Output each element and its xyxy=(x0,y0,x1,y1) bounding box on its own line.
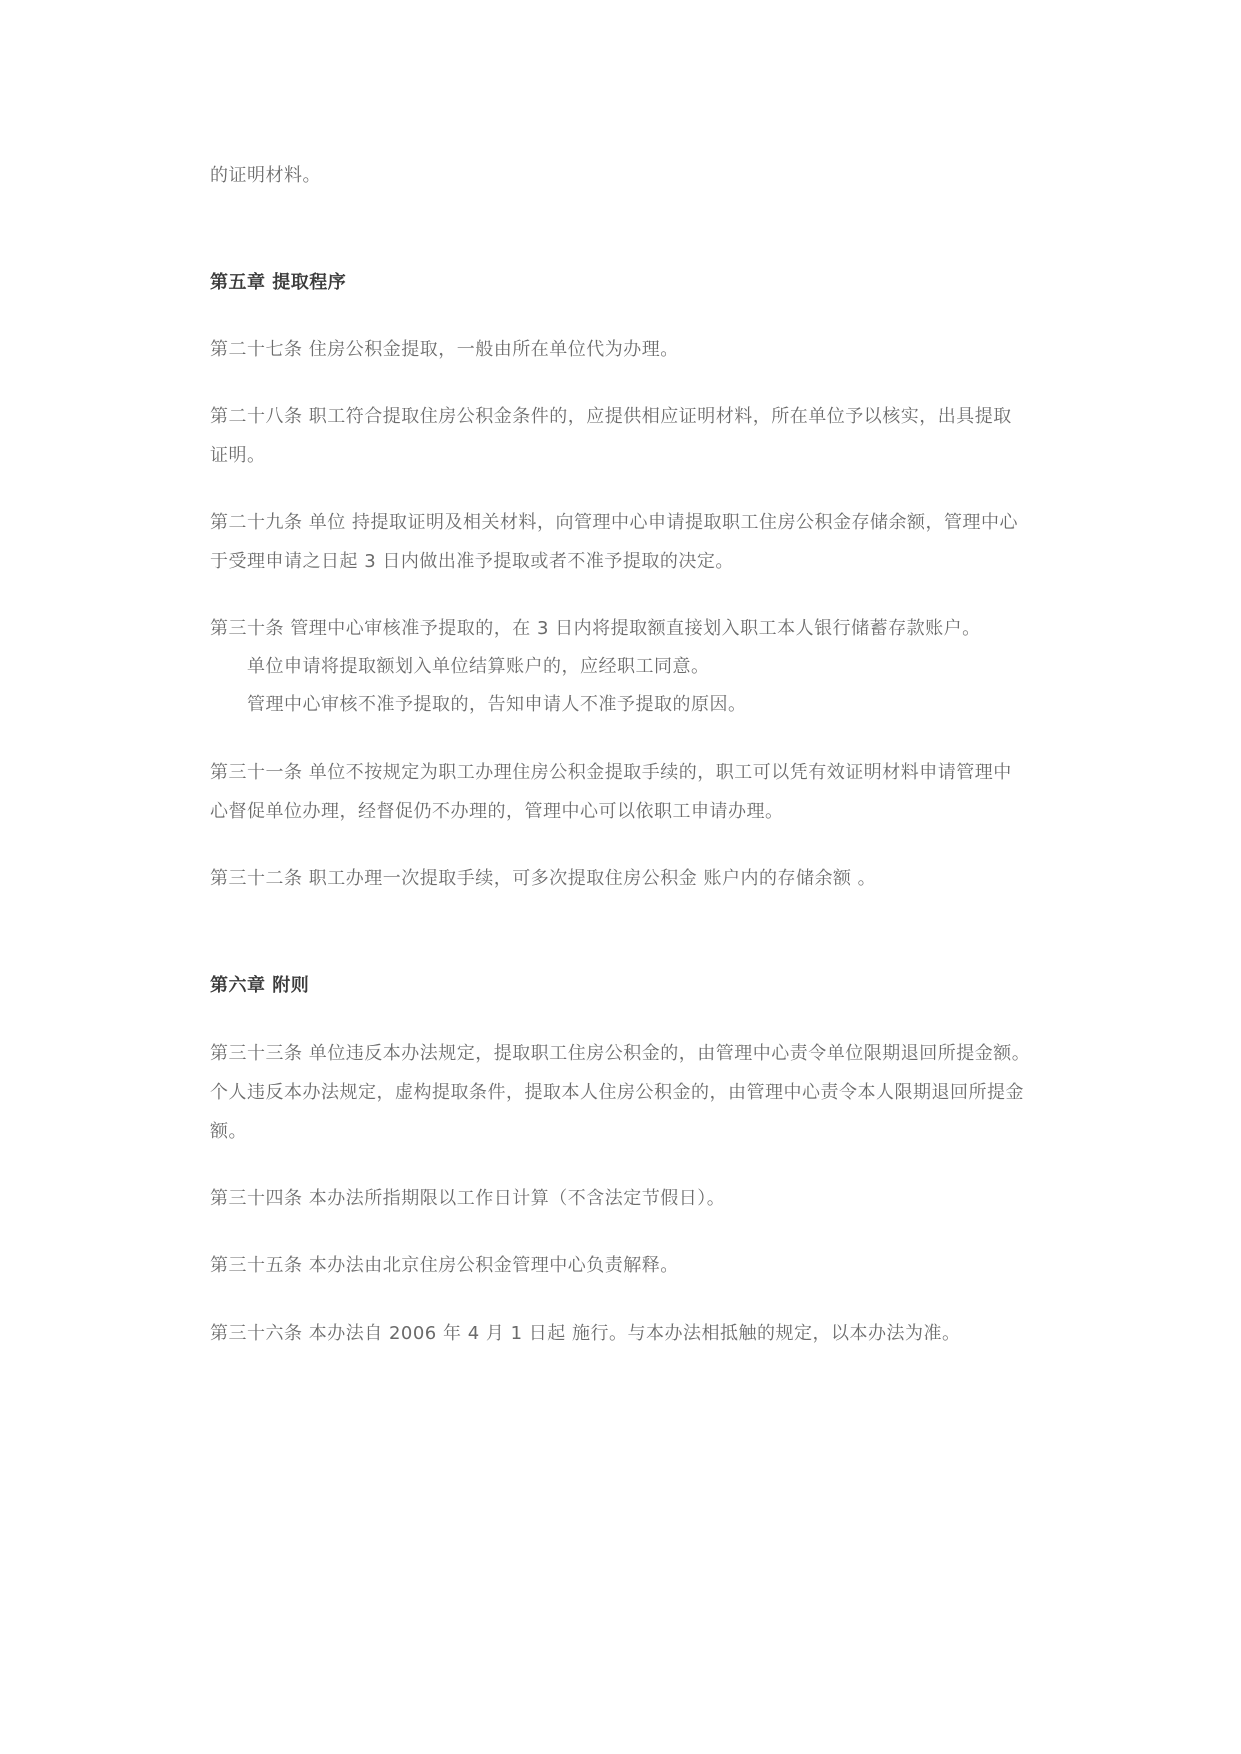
article-30-line-3: 管理中心审核不准予提取的，告知申请人不准予提取的原因。 xyxy=(247,694,747,715)
article-28-line-2: 证明。 xyxy=(210,445,266,466)
chapter6-title: 第六章 附则 xyxy=(210,975,310,996)
article-30-line-2: 单位申请将提取额划入单位结算账户的，应经职工同意。 xyxy=(247,656,710,677)
article-27: 第二十七条 住房公积金提取，一般由所在单位代为办理。 xyxy=(210,339,679,360)
article-35: 第三十五条 本办法由北京住房公积金管理中心负责解释。 xyxy=(210,1255,679,1276)
article-32: 第三十二条 职工办理一次提取手续，可多次提取住房公积金 账户内的存储余额 。 xyxy=(210,868,877,889)
article-33-line-1: 第三十三条 单位违反本办法规定，提取职工住房公积金的，由管理中心责令单位限期退回所提金额。 xyxy=(210,1043,1031,1064)
article-30-line-1: 第三十条 管理中心审核准予提取的，在 3 日内将提取额直接划入职工本人银行储蓄存款账户。 xyxy=(210,618,981,639)
article-36: 第三十六条 本办法自 2006 年 4 月 1 日起 施行。与本办法相抵触的规定，以本办法为准。 xyxy=(210,1323,961,1344)
article-34: 第三十四条 本办法所指期限以工作日计算（不含法定节假日）。 xyxy=(210,1188,726,1209)
intro-tail-text: 的证明材料。 xyxy=(210,165,321,186)
article-28-line-1: 第二十八条 职工符合提取住房公积金条件的，应提供相应证明材料，所在单位予以核实，出具提取 xyxy=(210,406,1012,427)
article-29-line-1: 第二十九条 单位 持提取证明及相关材料，向管理中心申请提取职工住房公积金存储余额，管理中心 xyxy=(210,512,1018,533)
article-31-line-2: 心督促单位办理，经督促仍不办理的，管理中心可以依职工申请办理。 xyxy=(210,801,784,822)
article-31-line-1: 第三十一条 单位不按规定为职工办理住房公积金提取手续的，职工可以凭有效证明材料申请管理中 xyxy=(210,762,1012,783)
article-29-line-2: 于受理申请之日起 3 日内做出准予提取或者不准予提取的决定。 xyxy=(210,551,734,572)
article-33-line-3: 额。 xyxy=(210,1121,247,1142)
article-33-line-2: 个人违反本办法规定，虚构提取条件，提取本人住房公积金的，由管理中心责令本人限期退回所提金 xyxy=(210,1082,1024,1103)
chapter5-title: 第五章 提取程序 xyxy=(210,272,347,293)
